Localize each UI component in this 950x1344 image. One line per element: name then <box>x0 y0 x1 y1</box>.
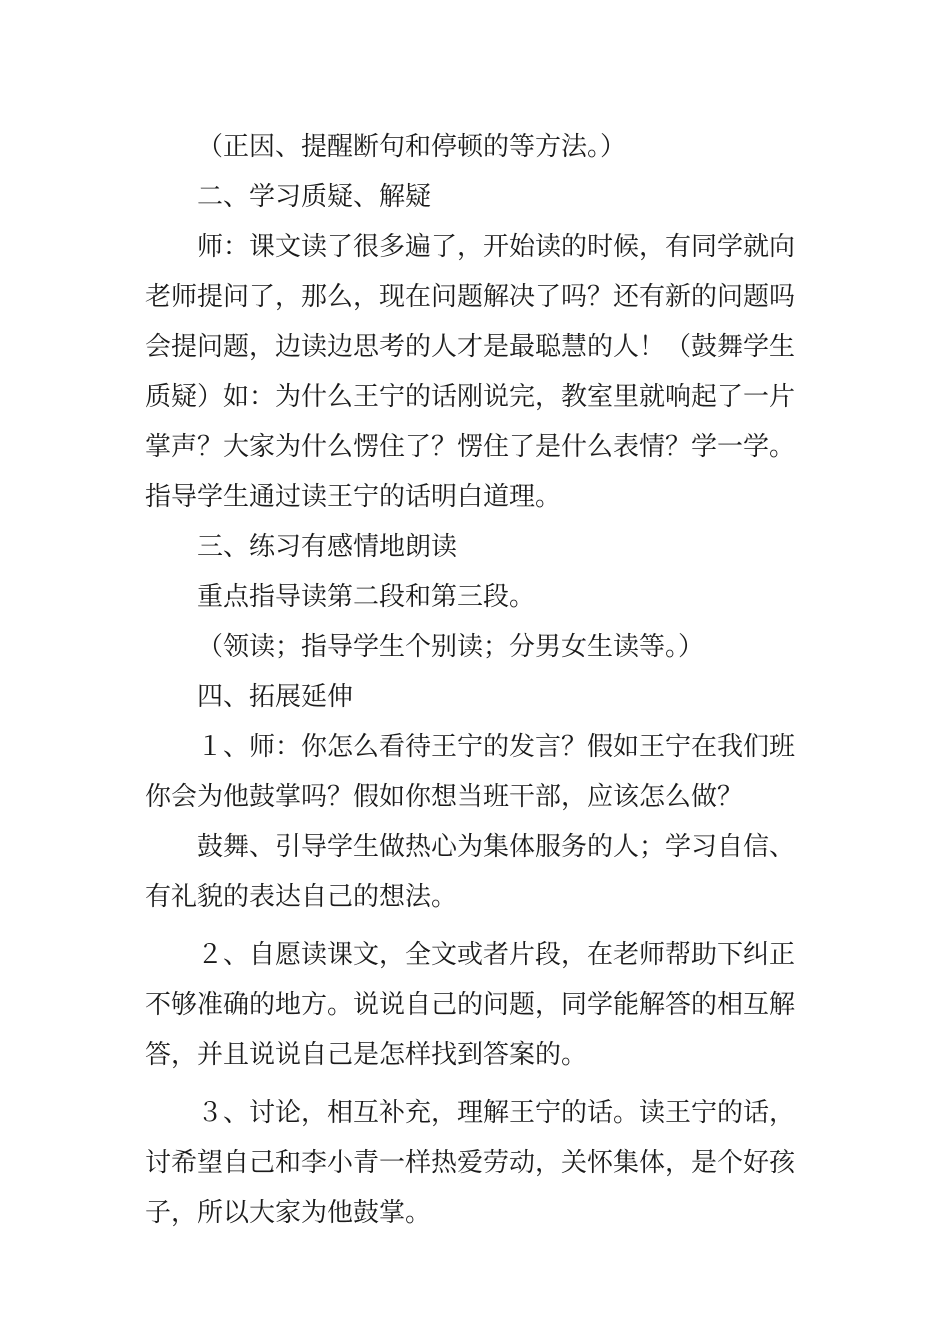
section-heading-3: 三、练习有感情地朗读 <box>197 532 458 562</box>
paragraph-method-note: （正因、提醒断句和停顿的等方法。） <box>197 132 627 162</box>
paragraph-encourage-line-2: 有礼貌的表达自己的想法。 <box>145 882 458 912</box>
paragraph-teacher-line-2: 老师提问了，那么，现在问题解决了吗？还有新的问题吗 <box>145 282 796 312</box>
section-heading-4: 四、拓展延伸 <box>197 682 354 712</box>
item-3-line-1: ３、讨论，相互补充，理解王宁的话。读王宁的话， <box>197 1098 796 1128</box>
item-1-line-2: 你会为他鼓掌吗？假如你想当班干部，应该怎么做？ <box>145 782 744 812</box>
paragraph-reading-methods: （领读；指导学生个别读；分男女生读等。） <box>197 632 705 662</box>
paragraph-teacher-line-5: 掌声？大家为什么愣住了？愣住了是什么表情？学一学。 <box>145 432 796 462</box>
paragraph-teacher-line-3: 会提问题，边读边思考的人才是最聪慧的人！（鼓舞学生 <box>145 332 796 362</box>
paragraph-teacher-line-1: 师：课文读了很多遍了，开始读的时候，有同学就向 <box>197 232 796 262</box>
section-heading-2: 二、学习质疑、解疑 <box>197 182 432 212</box>
paragraph-teacher-line-4: 质疑）如：为什么王宁的话刚说完，教室里就响起了一片 <box>145 382 796 412</box>
item-2-line-1: ２、自愿读课文，全文或者片段，在老师帮助下纠正 <box>197 940 796 970</box>
document-body <box>145 122 810 1238</box>
item-3-line-3: 子，所以大家为他鼓掌。 <box>145 1198 432 1228</box>
paragraph-focus: 重点指导读第二段和第三段。 <box>197 582 536 612</box>
item-2-line-2: 不够准确的地方。说说自己的问题，同学能解答的相互解 <box>145 990 796 1020</box>
paragraph-gap <box>145 922 810 930</box>
item-3-line-2: 讨希望自己和李小青一样热爱劳动，关怀集体，是个好孩 <box>145 1148 796 1178</box>
paragraph-encourage-line-1: 鼓舞、引导学生做热心为集体服务的人；学习自信、 <box>197 832 796 862</box>
item-2-line-3: 答，并且说说自己是怎样找到答案的。 <box>145 1040 588 1070</box>
item-1-line-1: １、师：你怎么看待王宁的发言？假如王宁在我们班 <box>197 732 796 762</box>
paragraph-gap <box>145 1080 810 1088</box>
paragraph-teacher-line-6: 指导学生通过读王宁的话明白道理。 <box>145 482 562 512</box>
